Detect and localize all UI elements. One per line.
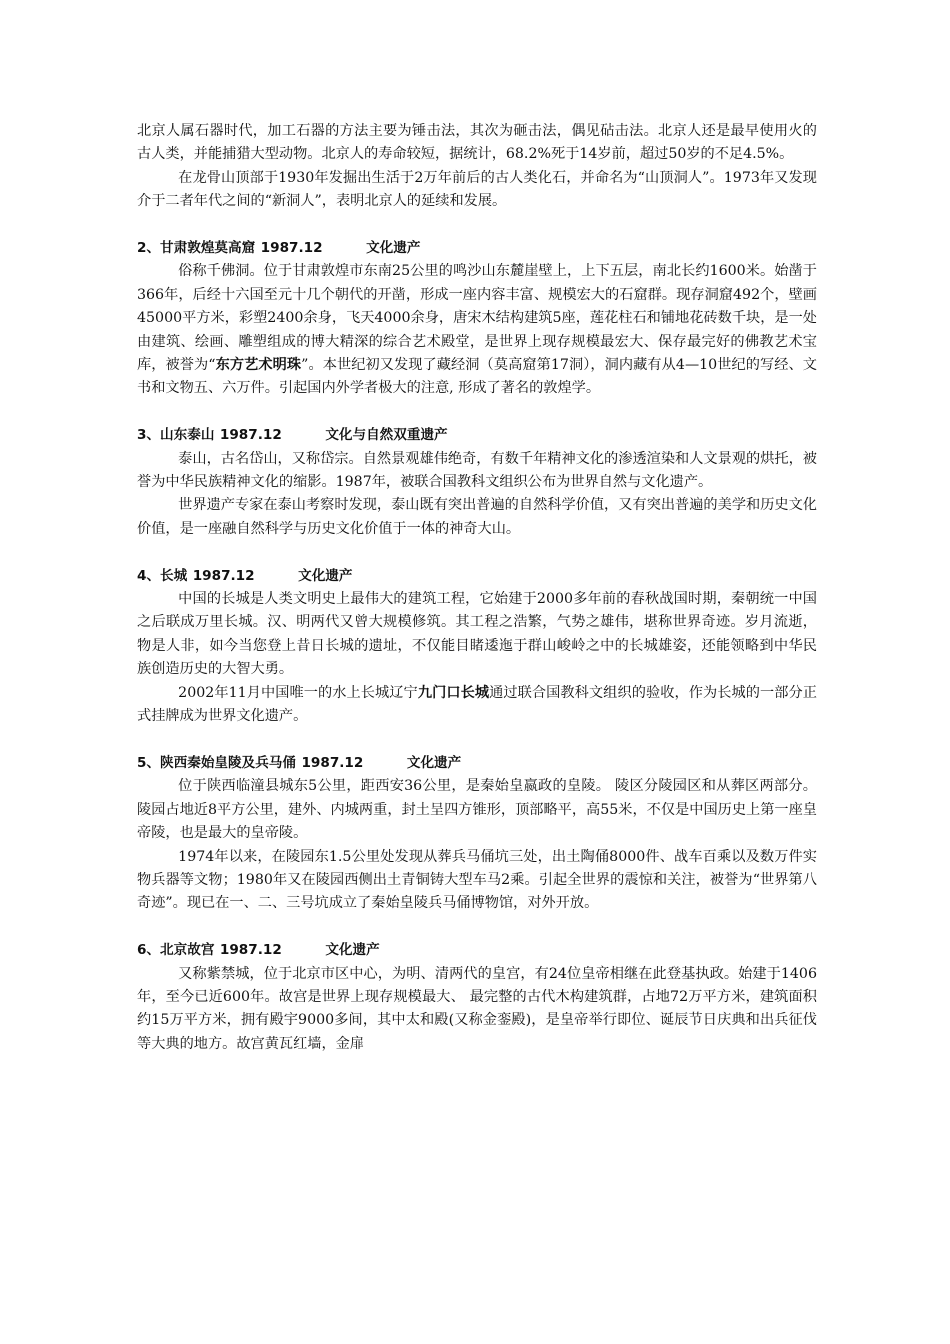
section-gap xyxy=(137,916,817,939)
section-gap xyxy=(137,401,817,424)
document-page xyxy=(137,120,817,1056)
greatwall-paragraph-1: 中国的长城是人类文明史上最伟大的建筑工程，它始建于2000多年前的春秋战国时期，秦朝统一中国之后联成万里长城。汉、明两代又曾大规模修筑。其工程之浩繁，气势之雄伟，堪称世界奇迹。岁月流逝，物是人非，如今当您登上昔日长城的遗址，不仅能目睹逶迤于群山峻岭之中的长城雄姿，还能领略到中华民族创造历史的大智大勇。 xyxy=(137,591,817,678)
forbidden-city-paragraph-1: 又称紫禁城，位于北京市区中心，为明、清两代的皇宫，有24位皇帝相继在此登基执政。始建于1406年，至今已近600年。故宫是世界上现存规模最大、 最完整的古代木构建筑群，占地72万平方米，建筑面积约15万平方米，拥有殿宇9000多间，其中太和殿(又称金銮殿)，是皇帝举行即位、诞辰节日庆典和出兵征伐等大典的地方。故宫黄瓦红墙，金扉 xyxy=(137,965,817,1052)
bold-text-run: 九门口长城 xyxy=(417,684,490,701)
text-run: 俗称千佛洞。位于甘肃敦煌市东南25公里的鸣沙山东麓崖壁上，上下五层，南北长约1600米。始凿于366年，后经十六国至元十几个朝代的开凿，形成一座内容丰富、规模宏大的石窟群。现存洞窟492个，壁画45000平方米，彩塑2400余身，飞天4000余身，唐宋木结构建筑5座，莲花柱石和铺地花砖数千块，是一处由建筑、绘画、雕塑组成的博大精深的综合艺术殿堂，是世界上现存规模最宏大、保存最完好的佛教艺术宝库，被誉为“ xyxy=(137,263,817,374)
text-run: ”。本世纪初又发现了藏经洞（莫高窟第17洞），洞内藏有从4—10世纪的写经、文书和文物五、六万件。引起国内外学者极大的注意, 形成了著名的敦煌学。 xyxy=(137,357,817,397)
section-heading-greatwall xyxy=(137,565,817,588)
section-type: 文化遗产 xyxy=(366,240,421,257)
intro-paragraph-1: 北京人属石器时代，加工石器的方法主要为锤击法，其次为砸击法，偶见砧击法。北京人还是最早使用火的古人类，并能捕猎大型动物。北京人的寿命较短，据统计，68.2%死于14岁前，超过50岁的不足4.5%。 xyxy=(137,123,817,163)
section-title: 2、甘肃敦煌莫高窟 xyxy=(137,240,256,257)
text-run: 通过联合国教科文组织的验收，作为长城的一部分正式挂牌成为世界文化遗产。 xyxy=(137,684,817,725)
section-date: 1987.12 xyxy=(301,754,364,771)
terracotta-paragraph-1: 位于陕西临潼县城东5公里，距西安36公里，是秦始皇嬴政的皇陵。 陵区分陵园区和从葬区两部分。陵园占地近8平方公里，建外、内城两重，封土呈四方锥形，顶部略平，高55米，不仅是中国历史上第一座皇帝陵，也是最大的皇帝陵。 xyxy=(137,778,817,842)
section-gap xyxy=(137,214,817,237)
intro-paragraph-2: 在龙骨山顶部于1930年发掘出生活于2万年前后的古人类化石，并命名为“山顶洞人”。1973年又发现介于二者年代之间的“新洞人”，表明北京人的延续和发展。 xyxy=(137,169,817,210)
section-heading-taishan xyxy=(137,424,817,447)
section-heading-terracotta xyxy=(137,752,817,775)
section-date: 1987.12 xyxy=(260,240,323,257)
taishan-paragraph-1: 泰山，古名岱山，又称岱宗。自然景观雄伟绝奇，有数千年精神文化的渗透渲染和人文景观的烘托，被誉为中华民族精神文化的缩影。1987年，被联合国教科文组织公布为世界自然与文化遗产。 xyxy=(137,450,817,491)
greatwall-paragraph-2 xyxy=(137,682,817,729)
section-heading-forbidden-city xyxy=(137,939,817,962)
bold-text-run: 东方艺术明珠 xyxy=(215,357,302,374)
section-type: 文化遗产 xyxy=(325,942,380,959)
section-date: 1987.12 xyxy=(192,567,255,584)
section-title: 5、陕西秦始皇陵及兵马俑 xyxy=(137,754,296,771)
section-type: 文化遗产 xyxy=(406,754,462,771)
section-gap xyxy=(137,729,817,752)
section-title: 4、长城 xyxy=(137,567,188,584)
section-heading-dunhuang xyxy=(137,237,817,260)
section-date: 1987.12 xyxy=(219,427,282,444)
text-run: 2002年11月中国唯一的水上长城辽宁 xyxy=(178,684,418,701)
dunhuang-paragraph-1 xyxy=(137,260,817,400)
terracotta-paragraph-2: 1974年以来，在陵园东1.5公里处发现从葬兵马俑坑三处，出土陶俑8000件、战车百乘以及数万件实物兵器等文物；1980年又在陵园西侧出土青铜铸大型车马2乘。引起全世界的震惊和关注，被誉为“世界第八奇迹”。现已在一、二、三号坑成立了秦始皇陵兵马俑博物馆，对外开放。 xyxy=(137,848,817,912)
section-title: 6、北京故宫 xyxy=(137,942,215,959)
section-type: 文化与自然双重遗产 xyxy=(325,427,448,444)
taishan-paragraph-2: 世界遗产专家在泰山考察时发现，泰山既有突出普遍的自然科学价值，又有突出普遍的美学和历史文化价值，是一座融自然科学与历史文化价值于一体的神奇大山。 xyxy=(137,497,817,537)
section-date: 1987.12 xyxy=(219,942,282,959)
section-type: 文化遗产 xyxy=(298,567,353,584)
section-gap xyxy=(137,541,817,564)
section-title: 3、山东泰山 xyxy=(137,427,215,444)
